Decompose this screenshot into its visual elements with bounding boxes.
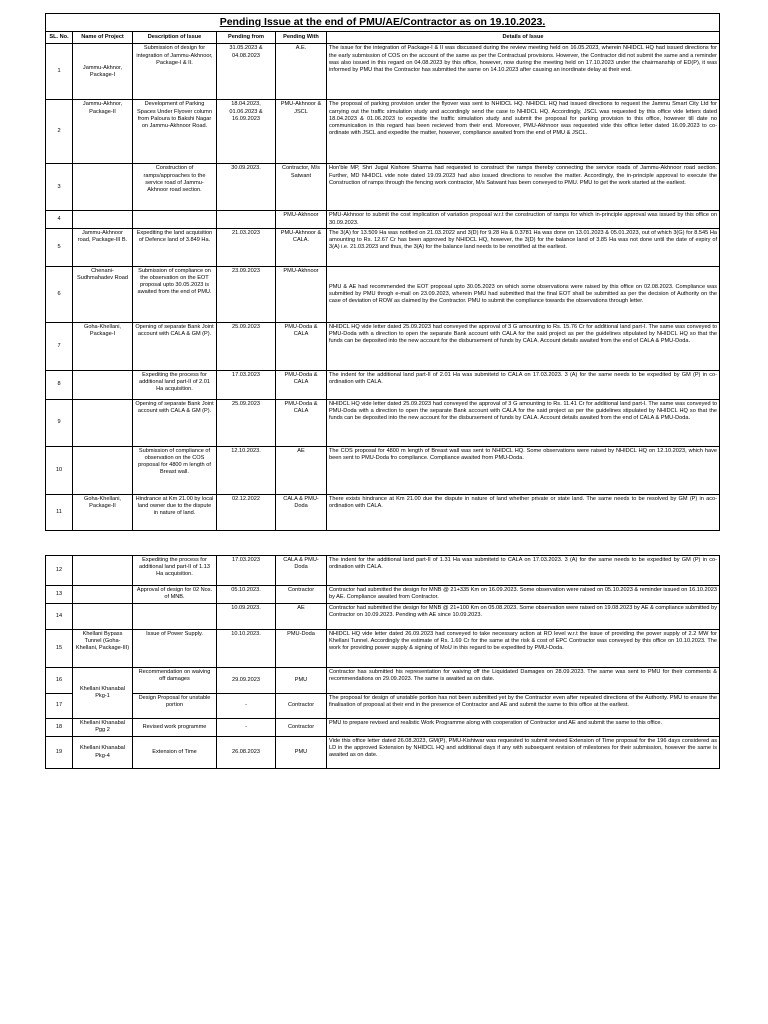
pending-with: A.E. [276,44,327,100]
table-row [46,322,720,370]
sl-no: 15 [46,630,73,668]
pending-from: 30.09.2023. [217,164,276,211]
project-name: Goha-Khellani, Package-II [73,494,133,530]
table-row [46,228,720,266]
issue-description: Opening of separate Bank Joint account with CALA & GM (P). [133,322,217,370]
pending-with: PMU [276,668,327,694]
issue-details: NHIDCL HQ vide letter dated 25.09.2023 had conveyed the approval of 3 G amounting to Rs. 15.76 Cr for additional land part-I. The same was conveyed to PMU-Doda with a direction to open the separate Bank account with CALA for the said project as per the guidelines stipulated by NHIDCL HQ so that the funds can be deposited into the new account for the disbursement of funds by CALA. Account details awaited from the end of CALA & PMU-Doda. [327,322,720,370]
pending-with: CALA & PMU-Doda [276,556,327,586]
pending-from: 23.09.2023 [217,266,276,322]
table-row [46,630,720,668]
project-name: Goha-Khellani, Package-I [73,322,133,370]
table-row [46,100,720,164]
project-name [73,556,133,586]
issue-details: The proposal for design of unstable portion has not been submitted yet by the Contractor even after repeated directions of the Authority. PMU to ensure the finalisation of proposal at their end in the presence of Contractor and AE and submit the same to this office at the earliest. [327,694,720,719]
issue-description [133,211,217,228]
issue-description [133,604,217,630]
table-row [46,586,720,604]
pending-with: PMU-Doda [276,630,327,668]
pending-with: PMU-Akhnoor [276,211,327,228]
project-name [73,164,133,211]
sl-no: 12 [46,556,73,586]
issue-details: There exists hindrance at Km 21.00 due the dispute in nature of land whether private or state land. The same needs to be resolved by GM (P) in aco-ordination with CALA. [327,494,720,530]
issue-details: NHIDCL HQ vide letter dated 25.09.2023 had conveyed the approval of 3 G amounting to Rs. 11.41 Cr for additional land part-I. The same was conveyed to PMU-Doda with a direction to open the separate Bank account with CALA for the said project as per the guidelines stipulated by NHIDCL HQ so that the funds can be deposited into the new account for the disbursement of funds by CALA. Account details awaited from the end of CALA & PMU-Doda. [327,399,720,446]
project-name [73,446,133,494]
issue-description: Submission of compliance on the observation on the EOT proposal upto 30.05.2023 is awaited from the end of PMU. [133,266,217,322]
table-row [46,494,720,530]
sl-no: 1 [46,44,73,100]
project-name: Khellani Khanabal Pkg-4 [73,737,133,769]
table-row [46,44,720,100]
project-name: Khellani Bypass Tunnel (Goha-Khellani, Package-III) [73,630,133,668]
project-name: Jammu-Akhnoor road, Package-III B. [73,228,133,266]
pending-with: PMU-Akhnoor & CALA. [276,228,327,266]
pending-from: 25.09.2023 [217,322,276,370]
issue-details: The COS proposal for 4800 m length of Breast wall was sent to NHIDCL HQ. Some observations were raised by NHIDCL HQ on 12.10.2023, which have been sent to PMU-Doda fro compliance. Compliance awaited from PMU-Doda. [327,446,720,494]
pending-from: 31.05.2023 & 04.08.2023 [217,44,276,100]
issue-description: Recommendation on waiving off damages [133,668,217,694]
project-name [73,586,133,604]
issue-details: Vide this office letter dated 26.08.2023, GM(P), PMU-Kishtwar was requested to submit revised Extension of Time proposal for the 196 days considered as LD in the approved Extension by NHIDCL HQ and additional days if any with subsequent revision of milestones for their submission, however the same is awaited as on date. [327,737,720,769]
pending-with: PMU-Doda & CALA [276,322,327,370]
table-row [46,604,720,630]
sl-no: 2 [46,100,73,164]
pending-with: PMU [276,737,327,769]
project-name [73,370,133,399]
pending-from [217,211,276,228]
table-row [46,694,720,719]
table-row [46,719,720,737]
sl-no: 10 [46,446,73,494]
pending-issues-table [45,13,720,531]
pending-with: Contractor [276,719,327,737]
project-name: Jammu-Akhnor, Package-I [73,44,133,100]
table-row [46,266,720,322]
pending-from: 25.09.2023 [217,399,276,446]
pending-from: 26.08.2023 [217,737,276,769]
issue-details: PMU & AE had recommended the EOT proposal upto 30.05.2023 on which some observations were raised by this office on 02.08.2023. Compliance was submitted by PMU throgh e-mail on 23.09.2023, wherein PMU had submitted that the final EOT shall be submitted as per the decision of Authority on the case of deviation of ROW as claimed by the Contractor. PMU to submit the compliance towards the observations through letter. [327,266,720,322]
project-name [73,211,133,228]
pending-from: 05.10.2023. [217,586,276,604]
sl-no: 16 [46,668,73,694]
issue-details: The issue for the integration of Package-I & II was discussed during the review meeting held on 16.05.2023, wherein NHIDCL HQ had issued directions for the early submission of COS on the account of the same as per the Contractual provisions. However, the Contractor did not submit the same and a reminder was also issued in this regard on 04.08.2023 by this office, however, now during the meeting held on 17.10.2023 under the chairmanship of ED(P), it was informed by PMU that the Contractor has submitted the same on 14.10.2023 after causing an inordinate delay at their end. [327,44,720,100]
pending-with: AE [276,446,327,494]
pending-with: PMU-Akhnoor [276,266,327,322]
project-name [73,604,133,630]
issue-description: Extension of Time [133,737,217,769]
pending-from: 10.10.2023. [217,630,276,668]
page-title: Pending Issue at the end of PMU/AE/Contractor as on 19.10.2023. [46,14,720,32]
issue-details: The proposal of parking provision under the flyover was sent to NHIDCL HQ. NHIDCL HQ had issued directions to request the Jammu Smart City Ltd for carrying out the traffic simulation study and accordingly send the case to NHIDCL HQ. Accordingly, JSCL was requested by this office vide letters dated 18.04.2023 & 01.06.2023 to expedite the traffic simulation study and submit the proposal for parking provision to this office, however till date no communication in this regard has been recieved from their end. Moreover, PMU-Akhnoor was requested vide this office letter dated 16.09.2023 to co-ordinate with JSCL and expedite the matter, however, compliance awaited from the end of PMU & JSCL. [327,100,720,164]
project-name: Jammu-Akhnor, Package-II [73,100,133,164]
header-details: Details of Issue [327,32,720,44]
issue-description: Approval of design for 02 Nos. of MNB. [133,586,217,604]
sl-no: 7 [46,322,73,370]
issue-description: Submission of design for integration of Jammu-Akhnoor, Package-I & II. [133,44,217,100]
pending-from: - [217,719,276,737]
issue-details: Contractor has submitted his representation for waiving off the Liquidated Damages on 28.09.2023. The same was sent to PMU for their comments & recommendations on 29.09.2023. The same is awaited as on date. [327,668,720,694]
pending-with: CALA & PMU-Doda [276,494,327,530]
sl-no: 3 [46,164,73,211]
table-row [46,211,720,228]
pending-from: - [217,694,276,719]
issue-description: Development of Parking Spaces Under Flyover column from Paloura to Bakshi Nagar on Jammu-Akhnoor Road. [133,100,217,164]
project-name: Khellani Khanabal Pkg-1 [73,668,133,719]
issue-description: Expediting the land acquisition of Defence land of 3.849 Ha. [133,228,217,266]
issue-details: PMU-Akhnoor to submit the cost implication of variation proposal w.r.t the construction of ramps for which in-principle approval was issued by this office on 30.09.2023. [327,211,720,228]
header-project: Name of Project [73,32,133,44]
issue-details: Contractor had submitted the design for MNB @ 21+100 Km on 05.08.2023. Some observation were raised on 19.08.2023 by AE & compliance submitted by Contractor on 10.09.2023. Pending with AE since 10.09.2023. [327,604,720,630]
pending-with: Contractor [276,586,327,604]
issue-description: Construction of ramps/approaches to the service road of Jammu-Akhnoor road section. [133,164,217,211]
pending-from: 02.12.2022 [217,494,276,530]
issue-details: PMU to prepare revised and realistic Work Programme along with cooperation of Contractor and AE and submit the same to this office. [327,719,720,737]
sl-no: 5 [46,228,73,266]
project-name [73,399,133,446]
table-row [46,399,720,446]
table-row [46,668,720,694]
table-row [46,446,720,494]
issue-details: The indent for the additional land part-II of 2.01 Ha was submitetd to CALA on 17.03.2023. 3 (A) for the same needs to be expedited by GM (P) in co-ordination with CALA. [327,370,720,399]
sl-no: 9 [46,399,73,446]
issue-details: Contractor had submitted the design for MNB @ 21+335 Km on 16.09.2023. Some observation were raised on 05.10.2023 & reminder issued on 16.10.2023 by AE. Compliance awaited from Contractor. [327,586,720,604]
pending-issues-table-continued [45,555,720,769]
sl-no: 14 [46,604,73,630]
issue-description: Design Proposal for unstable portion [133,694,217,719]
project-name: Khellani Khanabal Pgg 2 [73,719,133,737]
issue-description: Expediting the process for additional land part-II of 1.13 Ha acquisition. [133,556,217,586]
sl-no: 19 [46,737,73,769]
sl-no: 6 [46,266,73,322]
sl-no: 4 [46,211,73,228]
pending-with: PMU-Doda & CALA [276,399,327,446]
project-name: Chenani-Sudhmahadev Road [73,266,133,322]
pending-with: Contractor, M/s Satwant [276,164,327,211]
header-issue: Description of Issue [133,32,217,44]
pending-from: 18.04.2023, 01.06.2023 & 16.09.2023 [217,100,276,164]
issue-details: The 3(A) for 13.509 Ha was notified on 21.03.2022 and 3(D) for 9.28 Ha & 0.3781 Ha was done on 13.01.2023 & 05.01.2023, out of which 3(G) for 8.545 Ha amounting to Rs. 12.67 Cr has been approved by NHIDCL HQ, however, the 3(D) for the balance land of 3.85 Ha was not done until the date of expiry of 3(A) i.e. 21.03.2023 and thus, the 3(A) for the balance land needs to be renotified at the earliest. [327,228,720,266]
sl-no: 11 [46,494,73,530]
issue-description: Hindrance at Km 21.00 by local land owner due to the dispute in nature of land. [133,494,217,530]
table-row [46,164,720,211]
sl-no: 8 [46,370,73,399]
header-pending-with: Pending With [276,32,327,44]
issue-details: NHIDCL HQ vide letter dated 26.09.2023 had conveyed to take necessary action at RO level w.r.t the issue of providing the power supply of 2.2 MW for Khellani Tunnel. Accordingly the estimate of Rs. 1.69 Cr for the same at the risk & cost of EPC Contractor was conveyed by this office on 10.10.2023. The work for providing power supply & signing of MoU in this regard to be expedited by PMU-Doda. [327,630,720,668]
issue-description: Revised work programme [133,719,217,737]
pending-from: 17.03.2023 [217,556,276,586]
sl-no: 17 [46,694,73,719]
header-sl-no: SL. No. [46,32,73,44]
issue-details: The indent for the additional land part-II of 1.31 Ha was submitetd to CALA on 17.03.2023. 3 (A) for the same needs to be expedited by GM (P) in co-ordination with CALA. [327,556,720,586]
pending-from: 12.10.2023. [217,446,276,494]
table-row [46,556,720,586]
issue-description: Expediting the process for additional land part-II of 2.01 Ha acquisition. [133,370,217,399]
table-row [46,370,720,399]
issue-description: Issue of Power Supply. [133,630,217,668]
issue-description: Opening of separate Bank Joint account with CALA & GM (P). [133,399,217,446]
sl-no: 18 [46,719,73,737]
pending-with: PMU-Akhnoor & JSCL [276,100,327,164]
pending-from: 29.09.2023 [217,668,276,694]
pending-from: 21.03.2023 [217,228,276,266]
header-pending-from: Pending from [217,32,276,44]
table-row [46,737,720,769]
issue-description: Submission of compliance of observation on the COS proposal for 4800 m length of Breast wall. [133,446,217,494]
sl-no: 13 [46,586,73,604]
pending-with: Contractor [276,694,327,719]
pending-from: 10.09.2023. [217,604,276,630]
pending-from: 17.03.2023 [217,370,276,399]
issue-details: Hon'ble MP, Shri Jugal Kishore Sharma had requested to construct the ramps thereby connecting the service roads of Jammu-Akhnoor road section. Further, MD NHIDCL vide note dated 19.09.2023 had also issued directions to resolve the matter. Accordingly, the in-principle approval to execute the Construction of ramps through the fencing work contractor, M/s Satwant has been conveyed to PMU. PMU to get the work started at the earliest. [327,164,720,211]
pending-with: AE [276,604,327,630]
pending-with: PMU-Doda & CALA [276,370,327,399]
